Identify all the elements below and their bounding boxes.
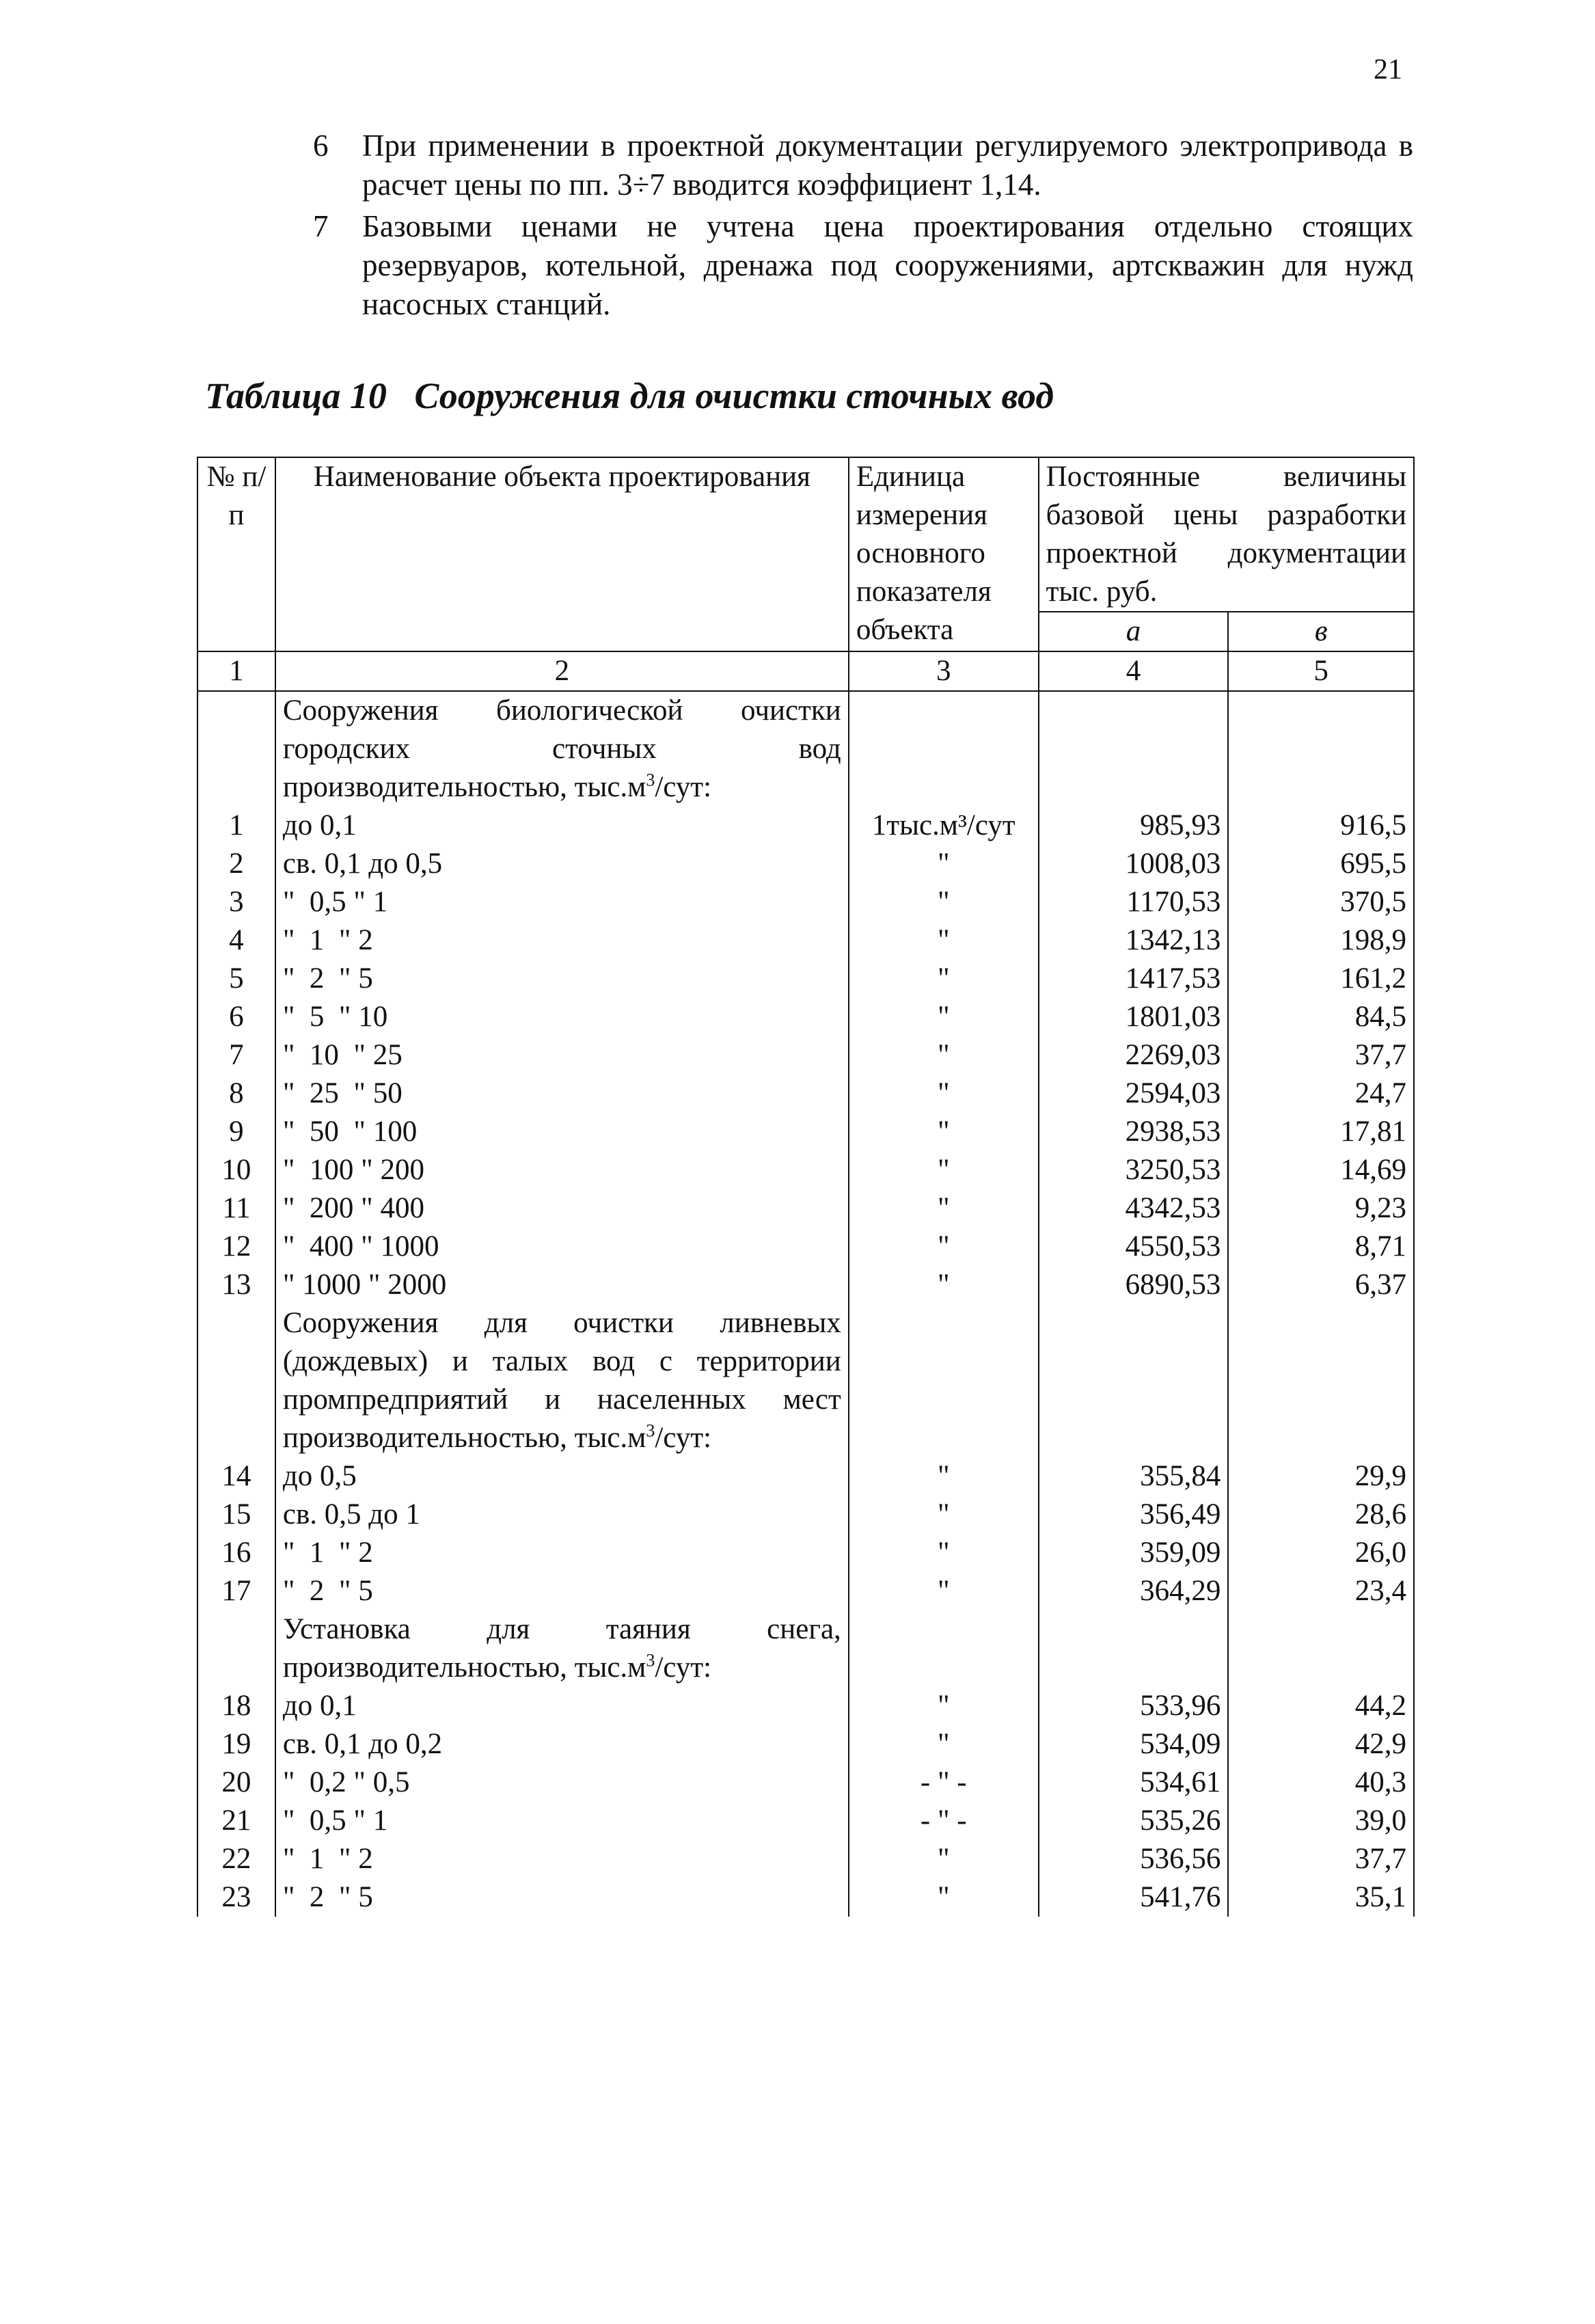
row-unit: " [849,1113,1039,1151]
row-name: до 0,5 [275,1457,849,1496]
row-number: 10 [197,1151,275,1189]
row-number: 11 [197,1189,275,1228]
group-label-sup: 3 [646,1650,655,1671]
table-row [197,1228,1414,1266]
row-value-b: 23,4 [1228,1572,1414,1610]
row-unit: " [849,1878,1039,1917]
row-number: 18 [197,1687,275,1725]
row-number: 16 [197,1534,275,1572]
row-name: " 2 " 5 [275,1878,849,1917]
table-header-row [197,457,1414,612]
group-label-text: Сооружения биологической очистки городских сточных вод производительностью, тыс.м [282,694,841,803]
row-value-a: 6890,53 [1039,1266,1229,1304]
row-number: 3 [197,883,275,921]
group-label [275,691,849,807]
row-value-b: 8,71 [1228,1228,1414,1266]
row-name: " 25 " 50 [275,1075,849,1113]
row-name: " 0,2 " 0,5 [275,1764,849,1802]
header-price: Постоянные величины базовой цены разработки проектной документации тыс. руб. [1039,457,1414,612]
table-row [197,998,1414,1036]
table-row [197,845,1414,883]
table-row [197,883,1414,921]
row-name: " 200 " 400 [275,1189,849,1228]
row-value-a: 1801,03 [1039,998,1229,1036]
row-unit: " [849,1534,1039,1572]
note-text: При применении в проектной документации регулируемого электропривода в расчет цены по пп. 3÷7 вводится коэффициент 1,14. [362,129,1413,202]
row-unit: " [849,1687,1039,1725]
table-row [197,1725,1414,1764]
row-unit: " [849,921,1039,960]
row-name: " 100 " 200 [275,1151,849,1189]
row-unit: " [849,1266,1039,1304]
group-label [275,1610,849,1687]
row-value-b: 9,23 [1228,1189,1414,1228]
row-name: " 1 " 2 [275,1534,849,1572]
group-label-end: /сут: [655,771,712,803]
column-number: 2 [275,651,849,691]
row-value-a: 355,84 [1039,1457,1229,1496]
row-number: 8 [197,1075,275,1113]
row-unit: " [849,1036,1039,1075]
row-number: 13 [197,1266,275,1304]
group-header-row [197,1304,1414,1457]
row-value-a: 534,61 [1039,1764,1229,1802]
group-index-cell [197,691,275,807]
row-name: " 0,5 " 1 [275,883,849,921]
table-row [197,1687,1414,1725]
row-value-b: 17,81 [1228,1113,1414,1151]
group-header-row [197,1610,1414,1687]
table-row [197,1189,1414,1228]
note-item [313,207,1413,324]
row-unit: " [849,1075,1039,1113]
header-a: а [1039,612,1229,651]
table-row [197,1534,1414,1572]
row-value-b: 24,7 [1228,1075,1414,1113]
row-value-a: 535,26 [1039,1802,1229,1840]
row-number: 14 [197,1457,275,1496]
row-name: " 2 " 5 [275,960,849,998]
table-row [197,1075,1414,1113]
row-value-a: 2594,03 [1039,1075,1229,1113]
row-value-a: 2938,53 [1039,1113,1229,1151]
notes [313,126,1413,327]
row-value-b: 370,5 [1228,883,1414,921]
row-name: " 1 " 2 [275,921,849,960]
row-number: 17 [197,1572,275,1610]
row-name: " 5 " 10 [275,998,849,1036]
row-number: 2 [197,845,275,883]
row-number: 12 [197,1228,275,1266]
group-unit-cell [849,1304,1039,1457]
row-unit: - " - [849,1764,1039,1802]
table-row [197,1266,1414,1304]
group-unit-cell [849,691,1039,807]
row-number: 7 [197,1036,275,1075]
group-b-cell [1228,1304,1414,1457]
table-title [205,375,1054,417]
column-number-row [197,651,1414,691]
header-b: в [1228,612,1414,651]
group-index-cell [197,1610,275,1687]
row-value-b: 37,7 [1228,1036,1414,1075]
row-value-a: 4550,53 [1039,1228,1229,1266]
note-text: Базовыми ценами не учтена цена проектирования отдельно стоящих резервуаров, котельной, дренажа под сооружениями, артскважин для нужд насосных станций. [362,209,1413,321]
row-unit: " [849,845,1039,883]
note-number: 7 [313,209,329,243]
row-name: св. 0,1 до 0,2 [275,1725,849,1764]
row-name: св. 0,5 до 1 [275,1496,849,1534]
note-number: 6 [313,129,329,163]
table-row [197,1840,1414,1878]
table-body [197,691,1414,1917]
row-value-a: 3250,53 [1039,1151,1229,1189]
row-value-b: 161,2 [1228,960,1414,998]
row-name: " 0,5 " 1 [275,1802,849,1840]
row-value-a: 359,09 [1039,1534,1229,1572]
row-name: " 1 " 2 [275,1840,849,1878]
row-value-a: 1342,13 [1039,921,1229,960]
header-unit: Единица измерения основного показателя объекта [849,457,1039,651]
row-value-b: 28,6 [1228,1496,1414,1534]
header-name: Наименование объекта проектирования [275,457,849,651]
price-table [197,457,1415,1917]
table-row [197,1572,1414,1610]
row-unit: " [849,1496,1039,1534]
row-value-b: 26,0 [1228,1534,1414,1572]
row-value-a: 1008,03 [1039,845,1229,883]
row-number: 5 [197,960,275,998]
row-number: 21 [197,1802,275,1840]
table-row [197,1151,1414,1189]
row-unit: 1тыс.м³/сут [849,807,1039,845]
table-row [197,807,1414,845]
row-number: 20 [197,1764,275,1802]
page-number: 21 [1374,54,1402,85]
group-label-text: Установка для таяния снега, производительностью, тыс.м [282,1613,841,1684]
row-unit: " [849,1151,1039,1189]
group-label-sup: 3 [646,1420,655,1441]
group-index-cell [197,1304,275,1457]
row-value-a: 534,09 [1039,1725,1229,1764]
row-number: 4 [197,921,275,960]
row-name: до 0,1 [275,1687,849,1725]
column-number: 4 [1039,651,1229,691]
row-number: 1 [197,807,275,845]
row-value-b: 39,0 [1228,1802,1414,1840]
row-value-b: 40,3 [1228,1764,1414,1802]
row-unit: " [849,960,1039,998]
row-name: " 10 " 25 [275,1036,849,1075]
table-title-label: Таблица 10 [205,375,387,416]
group-label-end: /сут: [655,1422,712,1454]
row-value-b: 35,1 [1228,1878,1414,1917]
row-unit: " [849,1572,1039,1610]
column-number: 5 [1228,651,1414,691]
row-value-b: 198,9 [1228,921,1414,960]
row-value-b: 44,2 [1228,1687,1414,1725]
row-value-b: 84,5 [1228,998,1414,1036]
row-value-b: 14,69 [1228,1151,1414,1189]
group-label-end: /сут: [655,1651,712,1684]
row-value-a: 541,76 [1039,1878,1229,1917]
table-row [197,921,1414,960]
table-row [197,1878,1414,1917]
row-unit: " [849,883,1039,921]
table-row [197,1802,1414,1840]
table-row [197,960,1414,998]
row-unit: - " - [849,1802,1039,1840]
header-index: № п/п [197,457,275,651]
row-unit: " [849,998,1039,1036]
row-value-a: 2269,03 [1039,1036,1229,1075]
row-unit: " [849,1189,1039,1228]
row-value-a: 1170,53 [1039,883,1229,921]
row-name: " 1000 " 2000 [275,1266,849,1304]
row-number: 15 [197,1496,275,1534]
group-a-cell [1039,1304,1229,1457]
group-header-row [197,691,1414,807]
group-a-cell [1039,691,1229,807]
row-number: 6 [197,998,275,1036]
row-unit: " [849,1725,1039,1764]
group-label-text: Сооружения для очистки ливневых (дождевых) и талых вод с территории промпредприятий и населенных мест производительностью, тыс.м [282,1307,841,1454]
row-unit: " [849,1457,1039,1496]
row-value-b: 37,7 [1228,1840,1414,1878]
table-row [197,1036,1414,1075]
group-b-cell [1228,691,1414,807]
row-value-a: 533,96 [1039,1687,1229,1725]
column-number: 1 [197,651,275,691]
note-item [313,126,1413,204]
row-value-a: 356,49 [1039,1496,1229,1534]
group-label-sup: 3 [646,770,655,790]
group-unit-cell [849,1610,1039,1687]
table-row [197,1113,1414,1151]
group-a-cell [1039,1610,1229,1687]
row-number: 19 [197,1725,275,1764]
row-unit: " [849,1228,1039,1266]
table-row [197,1496,1414,1534]
row-number: 22 [197,1840,275,1878]
row-value-b: 29,9 [1228,1457,1414,1496]
row-value-a: 364,29 [1039,1572,1229,1610]
row-name: св. 0,1 до 0,5 [275,845,849,883]
row-value-a: 985,93 [1039,807,1229,845]
row-value-b: 42,9 [1228,1725,1414,1764]
row-value-a: 1417,53 [1039,960,1229,998]
row-value-a: 536,56 [1039,1840,1229,1878]
row-value-b: 916,5 [1228,807,1414,845]
row-value-a: 4342,53 [1039,1189,1229,1228]
group-b-cell [1228,1610,1414,1687]
group-label [275,1304,849,1457]
row-name: " 2 " 5 [275,1572,849,1610]
column-number: 3 [849,651,1039,691]
row-value-b: 695,5 [1228,845,1414,883]
table-row [197,1457,1414,1496]
row-unit: " [849,1840,1039,1878]
table-row [197,1764,1414,1802]
row-number: 23 [197,1878,275,1917]
row-name: до 0,1 [275,807,849,845]
row-name: " 400 " 1000 [275,1228,849,1266]
row-name: " 50 " 100 [275,1113,849,1151]
table-title-text: Сооружения для очистки сточных вод [414,375,1054,416]
row-number: 9 [197,1113,275,1151]
row-value-b: 6,37 [1228,1266,1414,1304]
